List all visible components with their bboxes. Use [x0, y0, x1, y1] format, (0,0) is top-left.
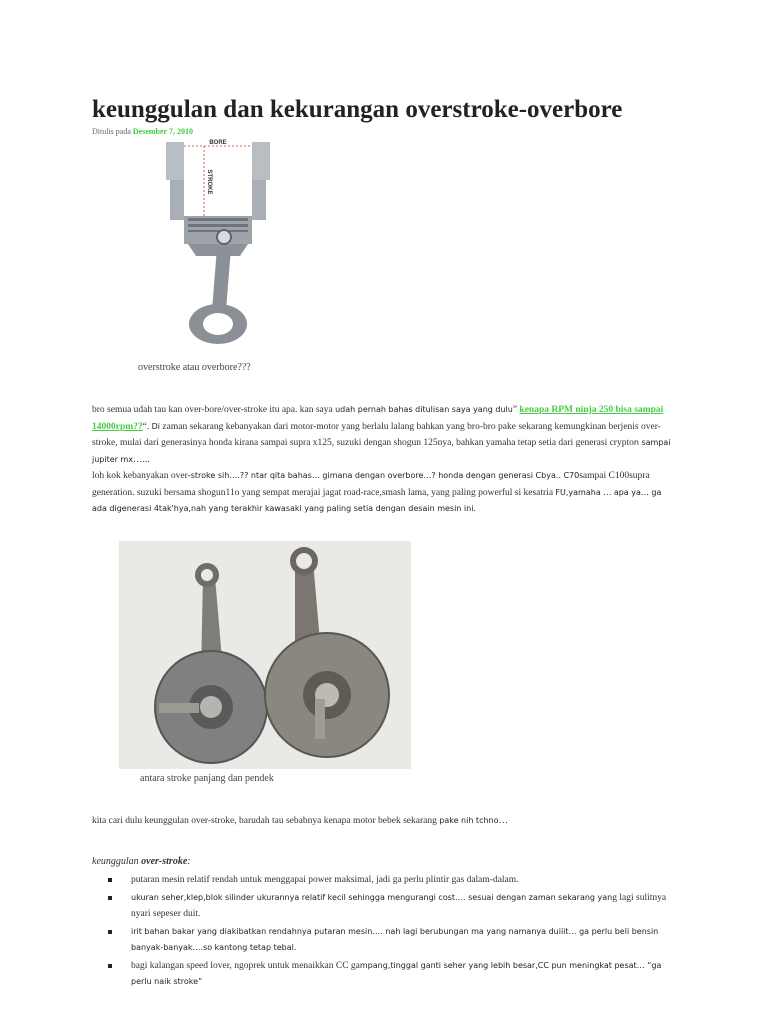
p3-text: kita cari dulu keunggulan over-stroke, barudah tau sebabnya kenapa motor bebek sekarang — [92, 816, 440, 826]
p1-quote: ” — [512, 405, 520, 415]
bore-label: BORE — [209, 140, 227, 146]
list-item — [104, 890, 680, 923]
list-item — [104, 958, 680, 991]
list-item-text: . — [293, 943, 297, 953]
post-meta — [92, 127, 193, 136]
figure1-caption: overstroke atau overbore??? — [138, 362, 251, 373]
section-colon: : — [187, 856, 191, 867]
p2-body: sampai C100supra generation. suzuki bersama shogun11o yang sempat merajai jagat road-race,smash lama, yang paling powerful si kesatria — [92, 471, 650, 498]
paragraph-3 — [92, 816, 508, 826]
crankshaft-photo — [119, 541, 411, 769]
advantages-list — [104, 872, 680, 992]
bullet-icon — [108, 896, 112, 900]
stroke-label: STROKE — [206, 169, 212, 195]
p2-period: . — [473, 504, 476, 514]
section-heading — [92, 856, 191, 867]
list-item-highlight: irit bahan bakar yang diakibatkan rendahnya putaran mesin…. nah lagi berubungan ma yang namanya duiiit… ga perlu beli bensin banyak-banyak….so kantong tetap tebal — [131, 926, 659, 952]
cylinder-bore — [184, 142, 252, 216]
bullet-icon — [108, 930, 112, 934]
p2-text: loh kok kebanyakan over- — [92, 471, 191, 481]
list-item-text: putaran mesin relatif rendah untuk menggapai power maksimal, jadi ga perlu plintir gas dalam-dalam. — [131, 875, 519, 885]
p3-ellipsis: … — [498, 816, 509, 826]
p2-highlight: stroke sih….?? ntar qita bahas… gimana dengan overbore…? honda dengan generasi Cbya.. C70 — [190, 471, 580, 480]
section-label: keunggulan — [92, 856, 142, 867]
p2-highlight-yamaha: FU,yamaha … apa ya… ga ada digenerasi 4tak'hya,nah yang terakhir kawasaki yang paling setia dengan desain mesin ini — [92, 487, 662, 513]
p1-highlight-di: Di — [151, 421, 161, 431]
article-title: keunggulan dan kekurangan overstroke-overbore — [92, 96, 623, 123]
list-item-text: bagi kalangan speed lover, ngoprek untuk menaikkan CC ga — [131, 960, 360, 971]
post-date-link[interactable]: Desember 7, 2010 — [132, 127, 193, 136]
list-item — [104, 924, 680, 957]
rpm-article-link[interactable]: kenapa RPM ninja 250 bisa sampai 14000rpm?? — [92, 405, 664, 432]
bullet-icon — [108, 964, 112, 968]
p3-highlight: pake nih tchno — [439, 816, 499, 825]
p1-text: bro semua udah tau kan over-bore/over-stroke itu apa. kan saya — [92, 405, 336, 415]
list-item-highlight: ukuran seher,klep,blok silinder ukurannya relatif kecil sehingga mengurangi cost…. sesuai dengan zaman sekarang yan — [131, 892, 613, 902]
list-item — [104, 872, 680, 889]
posted-label: Ditulis pada — [92, 127, 131, 136]
paragraph-1 — [92, 402, 672, 518]
piston-diagram — [164, 138, 272, 356]
section-label-bold: over-stroke — [141, 856, 188, 867]
p1-ellipsis: …... — [133, 454, 150, 465]
p1-highlight-jupiter: n sampai jupiter mx — [92, 438, 671, 464]
p1-highlight: udah pernah bahas ditulisan saya yang dulu — [335, 405, 513, 414]
p1-body: zaman sekarang kebanyakan dari motor-motor yang berlalu lalang bahkan yang bro-bro pake sekarang kemungkinan berjenis over-stroke, mulai dari generasinya honda kirana sampai supra x125, suzuki dengan shogun 125nya, bahkan yamaha tetap setia dari generasi crypto — [92, 421, 661, 448]
list-item-text: g lagi sulitnya nyari sepeser duit. — [131, 892, 667, 919]
bullet-icon — [108, 878, 112, 882]
connecting-rod — [212, 248, 231, 310]
list-item-highlight: mpang,tinggal ganti seher yang lebih besar,CC pun meningkat pesat… “ga perlu naik stroke” — [131, 960, 662, 986]
p1-quote-end: “. — [142, 421, 152, 432]
figure2-caption: antara stroke panjang dan pendek — [140, 773, 274, 784]
cylinder-left-wall — [166, 142, 184, 180]
piston-pin — [217, 230, 231, 244]
